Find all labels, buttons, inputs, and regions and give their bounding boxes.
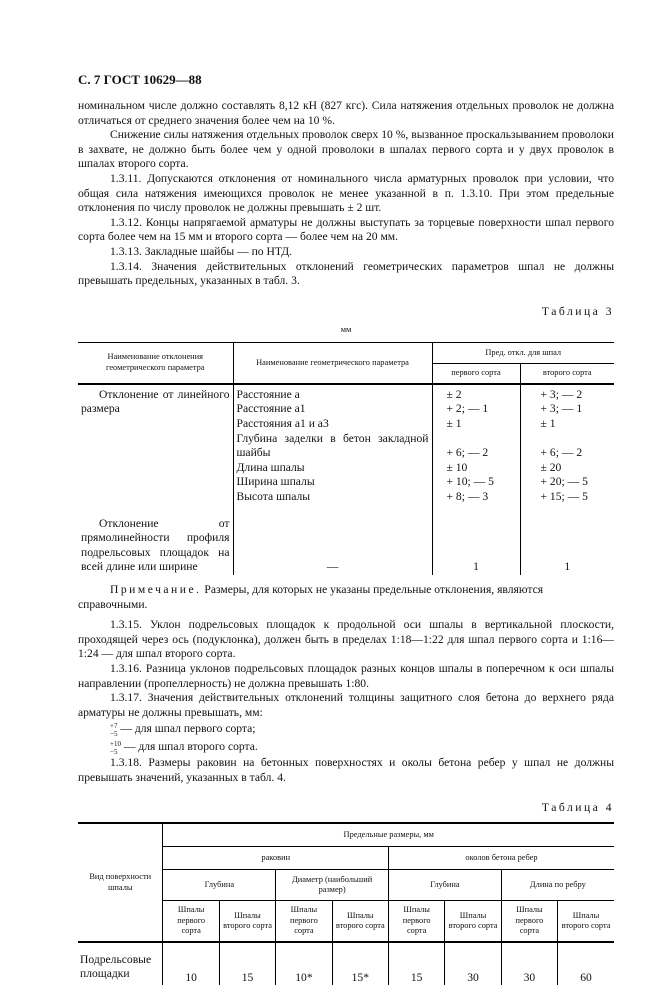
table-cell: 1 [564,560,571,574]
table-cell: ± 2 [446,387,462,401]
table-cell: + 6; — 2 [446,446,489,460]
table-4 [78,822,614,985]
paragraph: Снижение силы натяжения отдельных проволок сверх 10 %, вызванное проскальзыванием проволоки в захвате, не должно быть более чем у одной проволоки в шпалах первого сорта и у двух проволок в шпалах второго сорта. [78,128,614,171]
table-cell: — [233,505,432,575]
tolerance-item: +7 −5 — для шпал первого сорта; [110,721,256,738]
paragraph: 1.3.14. Значения действительных отклонений геометрических параметров шпал не должны превышать предельных, указанных в табл. 3. [78,259,614,288]
table-cell: + 3; — 1 [540,402,583,416]
table-cell: 30 [501,942,557,985]
table-cell: + 15; — 5 [540,489,588,503]
paragraph: номинальном числе должно составлять 8,12 кН (827 кгс). Сила натяжения отдельных проволок не должна отличаться от среднего значения более чем на 10 %. [78,99,614,127]
col-header-group: Пред. откл. для шпал [432,342,614,364]
table-row [78,942,614,985]
paragraph: 1.3.13. Закладные шайбы — по НТД. [110,244,293,258]
col-header: Наименование отклонения геометрического параметра [78,342,233,384]
table3-note: Примечание. Размеры, для которых не указаны предельные отклонения, являются справочными. [78,582,544,611]
col-header: Глубина [388,870,501,901]
page-header: С. 7 ГОСТ 10629—88 [78,72,202,87]
table-cell: ± 10 [446,460,468,474]
table-cell: 15* [332,942,388,985]
table-cell: 10* [276,942,332,985]
col-header: Наименование геометрического параметра [233,342,432,384]
param-list [233,384,432,505]
col-header: Шпалы первого сорта [163,901,219,943]
table-cell: 1 [432,505,520,575]
table-cell: 15 [388,942,444,985]
table-cell: Расстояния a1 и a3 [236,417,329,430]
col-header: Шпалы второго сорта [219,901,275,943]
table-cell: Высота шпалы [236,489,311,503]
table-cell: + 6; — 2 [540,446,583,460]
table-cell: Глубина заделки в бетон закладной шайбы [236,431,429,460]
table-cell: + 2; — 1 [446,402,489,416]
table3-label: Таблица 3 [541,304,614,318]
col-header-group: Предельные размеры, мм [163,823,614,847]
table-cell: 15 [219,942,275,985]
paragraph: 1.3.12. Концы напрягаемой арматуры не должны выступать за торцевые поверхности шпал первого сорта более чем на 15 мм и второго сорта — более чем на 20 мм. [78,215,614,244]
tolerance-item: +10 −5 — для шпал второго сорта. [110,739,258,756]
table-cell: + 20; — 5 [540,475,588,489]
col-header-group: околов бетона ребер [388,847,614,870]
text-block-2 [78,618,614,785]
col-header: второго сорта [542,368,592,378]
table-cell: Расстояние a [236,387,300,401]
table-cell: 60 [580,971,592,985]
table-cell: Ширина шпалы [236,475,315,489]
row-group-label: Отклонение от линейного размера [78,384,233,505]
paragraph: 1.3.11. Допускаются отклонения от номинального числа арматурных проволок при условии, что общая сила натяжения имеющихся проволок не менее указанной в п. 1.3.10. При этом предельные отклонения по числу проволок не должны превышать ± 2 шт. [78,171,614,215]
paragraph: 1.3.18. Размеры раковин на бетонных поверхностях и околы бетона ребер у шпал не должны превышать значений, указанных в табл. 4. [78,756,614,784]
row-group-label: Отклонение от прямолинейности профиля подрельсовых площадок на всей длине или ширине [78,505,233,575]
col-header: первого сорта [432,364,520,384]
paragraph: 1.3.16. Разница уклонов подрельсовых площадок разных концов шпалы в поперечном к оси шпалы направлении (пропеллерность) не должна превышать 1:80. [78,661,614,690]
table-cell: + 3; — 2 [540,387,583,401]
col-header: Длина по ребру [501,870,614,901]
table-cell: ± 1 [446,417,462,430]
col-header: Вид поверхности шпалы [78,823,163,942]
table-cell: + 8; — 3 [446,489,489,503]
table-cell: + 10; — 5 [446,475,494,489]
col-header: Шпалы второго сорта [445,901,501,943]
table-cell: Длина шпалы [236,460,305,474]
table-cell: ± 1 [540,417,556,430]
table-cell: 30 [445,942,501,985]
paragraph: 1.3.17. Значения действительных отклонений толщины защитного слоя бетона до верхнего ряда арматуры не должны превышать, мм: [78,691,614,719]
paragraph: 1.3.15. Уклон подрельсовых площадок к продольной оси шпалы в вертикальной плоскости, проходящей через ось (подуклонка), должен быть в пределах 1:18—1:22 для шпал первого сорта и 1:16—1:24 — для шпал второго сорта. [78,618,614,661]
col-header: Шпалы первого сорта [388,901,444,943]
table-cell: Расстояние a1 [236,402,306,416]
table-cell: 10 [163,942,219,985]
row-label: Подрельсовые площадки [78,942,163,985]
col-header: Шпалы второго сорта [332,901,388,943]
col-header: Глубина [163,870,276,901]
table4-label: Таблица 4 [541,801,614,815]
text-block-1 [78,99,614,289]
col-header: Шпалы первого сорта [501,901,557,943]
table-cell: ± 20 [540,460,562,474]
col-header: Шпалы первого сорта [276,901,332,943]
col-header: Шпалы второго сорта [561,910,611,931]
col-header: Диаметр (наибольший размер) [276,870,389,901]
table-3 [78,342,614,575]
col-header-group: раковин [163,847,389,870]
table3-unit: мм [340,325,352,335]
